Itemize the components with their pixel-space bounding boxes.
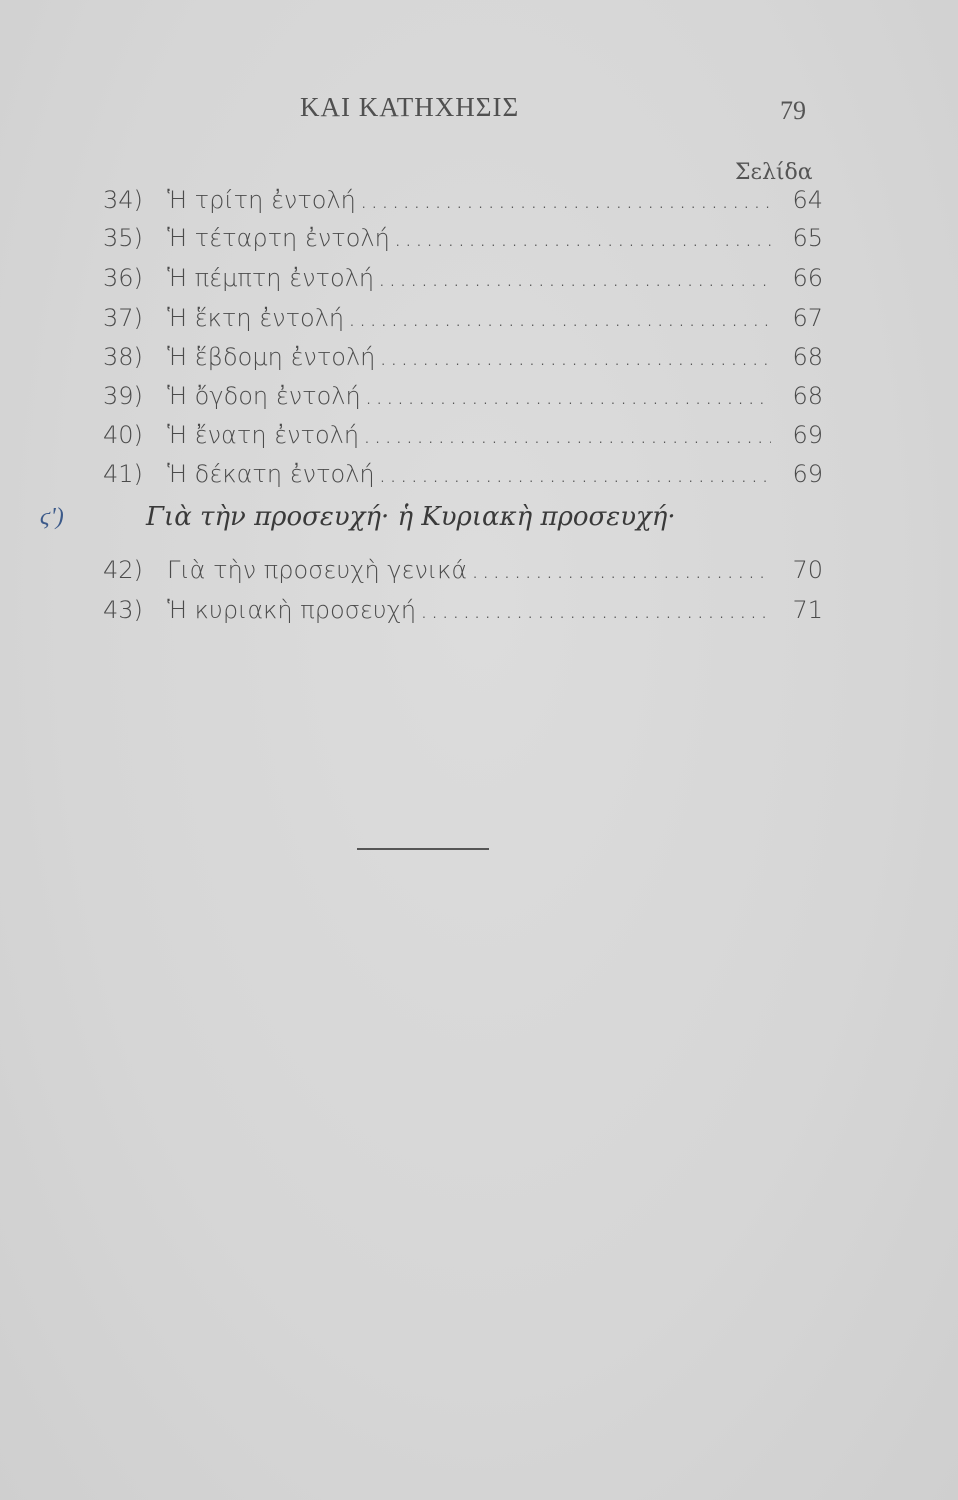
entry-number: 37): [103, 304, 143, 332]
entry-page: 69: [792, 421, 823, 449]
entry-number: 41): [103, 460, 143, 488]
toc-entry: [103, 421, 823, 455]
entry-number: 39): [103, 382, 143, 410]
entry-number: 40): [103, 421, 143, 449]
entry-number: 35): [103, 224, 143, 252]
section-heading: [40, 502, 740, 542]
page-number: 79: [780, 96, 806, 125]
entry-page: 70: [792, 556, 823, 584]
dot-leader: [363, 421, 771, 449]
dot-leader: [379, 343, 771, 371]
end-rule: [357, 848, 489, 850]
entry-title: Ἡ ἔνατη ἐντολή: [167, 421, 360, 449]
page-column-label: Σελίδα: [735, 160, 813, 185]
entry-title: Ἡ κυριακὴ προσευχή: [167, 596, 417, 624]
toc-entry: [103, 556, 823, 590]
entry-title: Ἡ ὄγδοη ἐντολή: [167, 382, 361, 410]
toc-entry: [103, 224, 823, 258]
entry-page: 71: [792, 596, 823, 624]
dot-leader: [379, 460, 771, 488]
toc-entry: [103, 343, 823, 377]
running-head: [0, 88, 958, 128]
dot-leader: [365, 382, 771, 410]
entry-page: 65: [792, 224, 823, 252]
toc-entry: [103, 264, 823, 298]
entry-title: Γιὰ τὴν προσευχὴ γενικά: [167, 556, 468, 584]
entry-page: 66: [792, 264, 823, 292]
dot-leader: [420, 596, 771, 624]
entry-page: 64: [792, 186, 823, 214]
entry-page: 69: [792, 460, 823, 488]
entry-number: 36): [103, 264, 143, 292]
dot-leader: [348, 304, 771, 332]
entry-title: Ἡ δέκατη ἐντολή: [167, 460, 375, 488]
entry-number: 34): [103, 186, 143, 214]
section-title: Γιὰ τὴν προσευχή· ἡ Κυριακὴ προσευχή·: [146, 502, 676, 532]
entry-title: Ἡ ἕκτη ἐντολή: [167, 304, 345, 332]
entry-number: 42): [103, 556, 143, 584]
toc-entry: [103, 304, 823, 338]
entry-title: Ἡ τέταρτη ἐντολή: [167, 224, 390, 252]
dot-leader: [360, 186, 771, 214]
dot-leader: [394, 224, 771, 252]
toc-entry: [103, 186, 823, 220]
entry-page: 68: [792, 343, 823, 371]
dot-leader: [378, 264, 771, 292]
toc-entry: [103, 460, 823, 494]
entry-page: 68: [792, 382, 823, 410]
section-mark: ϛ'): [40, 504, 64, 530]
running-title: ΚΑΙ ΚΑΤΗΧΗΣΙΣ: [300, 92, 520, 122]
toc-entry: [103, 382, 823, 416]
entry-number: 43): [103, 596, 143, 624]
toc-entry: [103, 596, 823, 630]
entry-page: 67: [792, 304, 823, 332]
dot-leader: [471, 556, 771, 584]
entry-title: Ἡ ἕβδομη ἐντολή: [167, 343, 376, 371]
entry-title: Ἡ πέμπτη ἐντολή: [167, 264, 375, 292]
entry-number: 38): [103, 343, 143, 371]
entry-title: Ἡ τρίτη ἐντολή: [167, 186, 356, 214]
